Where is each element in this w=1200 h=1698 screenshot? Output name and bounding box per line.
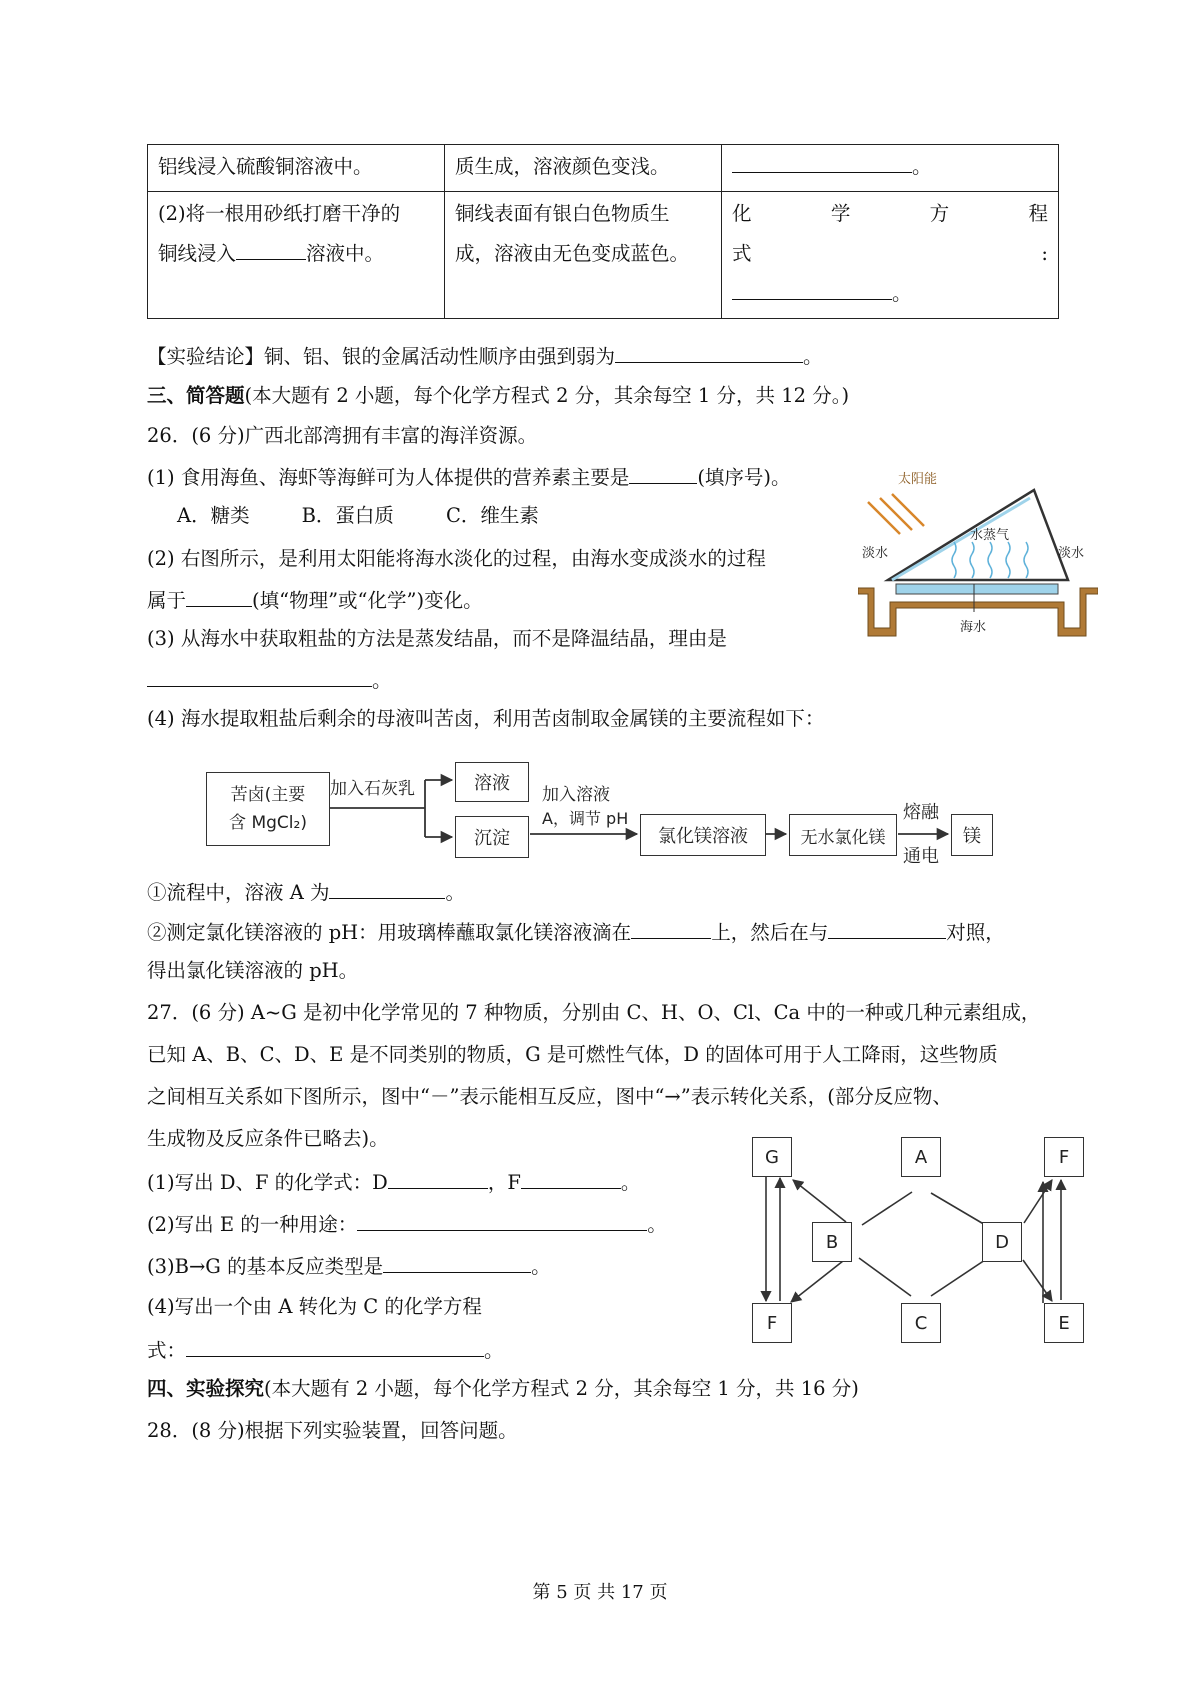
q28-heading: 28．(8 分)根据下列实验装置，回答问题。 bbox=[147, 1419, 518, 1442]
question-text: (2)写出 E 的一种用途： bbox=[147, 1213, 358, 1236]
cell-text: 质生成，溶液颜色变浅。 bbox=[455, 155, 670, 178]
cell-text: 铝线浸入硫酸铜溶液中。 bbox=[158, 155, 373, 178]
precipitate-box: 沉淀 bbox=[455, 816, 529, 858]
table-cell bbox=[445, 145, 722, 192]
conclusion-text: 铜、铝、银的金属活动性顺序由强到弱为 bbox=[264, 345, 616, 368]
question-text: 上，然后在与 bbox=[711, 921, 829, 944]
question-text: 。 bbox=[372, 669, 392, 692]
q27-stem-line-3: 之间相互关系如下图所示，图中“－”表示能相互反应，图中“→”表示转化关系，(部分反应物、 bbox=[147, 1085, 952, 1108]
answer-blank[interactable] bbox=[828, 918, 946, 939]
node-a: A bbox=[901, 1137, 941, 1177]
node-e: E bbox=[1044, 1303, 1084, 1343]
q26-part-1 bbox=[147, 463, 791, 491]
question-text: 。 bbox=[620, 1171, 641, 1194]
sun-label: 太阳能 bbox=[898, 472, 938, 487]
box-text: 苦卤(主要 bbox=[230, 785, 306, 805]
table-row bbox=[148, 192, 1059, 319]
q26-step-2 bbox=[147, 918, 1005, 946]
question-text: 。 bbox=[445, 881, 465, 904]
cell-text-line bbox=[732, 194, 1048, 234]
cell-text-line bbox=[158, 234, 434, 274]
seawater-label: 海水 bbox=[960, 620, 987, 635]
cell-text: (2)将一根用砂纸打磨干净的 bbox=[158, 202, 401, 225]
table-row bbox=[148, 145, 1059, 192]
q27-part-3 bbox=[147, 1252, 551, 1280]
table-cell bbox=[445, 192, 722, 319]
freshwater-left-label: 淡水 bbox=[862, 546, 889, 561]
node-c: C bbox=[901, 1303, 941, 1343]
option-c: C．维生素 bbox=[445, 504, 539, 527]
solution-box: 溶液 bbox=[455, 762, 529, 802]
question-text: (3)B→G 的基本反应类型是 bbox=[147, 1255, 384, 1278]
table-cell bbox=[722, 145, 1059, 192]
q27-part-4-cont bbox=[147, 1336, 504, 1364]
answer-blank[interactable] bbox=[631, 918, 711, 939]
cell-text: 铜线表面有银白色物质生 bbox=[455, 202, 670, 225]
solar-desalination-diagram bbox=[858, 462, 1098, 642]
q26-part-2-cont bbox=[147, 586, 483, 614]
q26-options bbox=[177, 503, 539, 529]
experiment-conclusion bbox=[147, 342, 823, 370]
question-text: (1) 食用海鱼、海虾等海鲜可为人体提供的营养素主要是 bbox=[147, 466, 630, 489]
q27-part-1 bbox=[147, 1168, 640, 1196]
conclusion-label: 【实验结论】 bbox=[147, 345, 265, 368]
question-text: (1)写出 D、F 的化学式：D bbox=[147, 1171, 388, 1194]
question-text: 。 bbox=[647, 1213, 667, 1236]
cell-text: 铜线浸入 bbox=[158, 242, 237, 265]
q26-step-1 bbox=[147, 878, 465, 906]
cell-text: 化 bbox=[732, 202, 752, 225]
node-f-top: F bbox=[1044, 1137, 1084, 1177]
question-text: (填序号)。 bbox=[697, 466, 791, 489]
answer-blank[interactable] bbox=[629, 463, 697, 484]
answer-blank[interactable] bbox=[388, 1168, 488, 1189]
cell-text: : bbox=[1041, 242, 1048, 265]
mgcl2-solution-box: 氯化镁溶液 bbox=[640, 814, 766, 856]
arrow-label-molten: 熔融 bbox=[903, 802, 939, 823]
arrow-label-add: 加入溶液 bbox=[542, 785, 610, 805]
answer-blank[interactable] bbox=[521, 1168, 621, 1189]
option-a: A．糖类 bbox=[177, 504, 250, 527]
magnesium-box: 镁 bbox=[951, 814, 993, 856]
answer-blank[interactable] bbox=[732, 279, 892, 300]
node-g: G bbox=[752, 1137, 792, 1177]
cell-text-line bbox=[732, 234, 1048, 274]
arrow-label-electrolysis: 通电 bbox=[903, 846, 939, 867]
cell-text-line bbox=[732, 274, 1048, 314]
answer-blank[interactable] bbox=[357, 1210, 647, 1231]
experiment-table bbox=[147, 144, 1059, 319]
arrow-label-ph: A，调节 pH bbox=[542, 809, 629, 828]
q27-stem-line-2: 已知 A、B、C、D、E 是不同类别的物质，G 是可燃性气体，D 的固体可用于人工降雨，这些物质 bbox=[147, 1043, 998, 1066]
answer-blank[interactable] bbox=[147, 666, 372, 687]
option-b: B．蛋白质 bbox=[301, 504, 394, 527]
q26-part-2: (2) 右图所示，是利用太阳能将海水淡化的过程，由海水变成淡水的过程 bbox=[147, 547, 766, 570]
q26-step-2-cont: 得出氯化镁溶液的 pH。 bbox=[147, 959, 359, 982]
answer-blank[interactable] bbox=[236, 239, 306, 260]
box-text: 含 MgCl₂) bbox=[229, 813, 307, 833]
question-text: 。 bbox=[484, 1339, 504, 1362]
table-cell bbox=[722, 192, 1059, 319]
q27-stem-line-1: 27．(6 分) A~G 是初中化学常见的 7 种物质，分别由 C、H、O、Cl、Ca 中的一种或几种元素组成， bbox=[147, 1001, 1041, 1024]
table-cell bbox=[148, 192, 445, 319]
answer-blank[interactable] bbox=[186, 586, 252, 607]
node-b: B bbox=[812, 1222, 852, 1262]
q26-part-4: (4) 海水提取粗盐后剩余的母液叫苦卤，利用苦卤制取金属镁的主要流程如下： bbox=[147, 707, 825, 730]
section-desc: (本大题有 2 小题，每个化学方程式 2 分，其余每空 1 分，共 12 分。) bbox=[244, 384, 850, 407]
section-3-heading bbox=[147, 383, 849, 409]
answer-blank[interactable] bbox=[329, 878, 445, 899]
cell-text: 方 bbox=[929, 202, 950, 225]
q27-stem-line-4: 生成物及反应条件已略去)。 bbox=[147, 1127, 389, 1150]
cell-text: 。 bbox=[912, 155, 932, 178]
seawater-pan bbox=[896, 584, 1058, 594]
cell-text: 。 bbox=[892, 282, 912, 305]
q26-part-3-cont bbox=[147, 666, 392, 694]
q27-part-4: (4)写出一个由 A 转化为 C 的化学方程 bbox=[147, 1295, 482, 1318]
node-d: D bbox=[982, 1222, 1022, 1262]
page-footer: 第 5 页 共 17 页 bbox=[532, 1582, 668, 1603]
section-title: 四、实验探究 bbox=[147, 1377, 265, 1400]
table-cell bbox=[148, 145, 445, 192]
cell-text: 程 bbox=[1028, 202, 1048, 225]
answer-blank[interactable] bbox=[732, 152, 912, 173]
answer-blank[interactable] bbox=[383, 1252, 531, 1273]
question-text: 式： bbox=[147, 1339, 187, 1362]
vapor-label: 水蒸气 bbox=[970, 528, 1010, 543]
freshwater-right-label: 淡水 bbox=[1058, 546, 1085, 561]
cell-text: 学 bbox=[830, 202, 851, 225]
arrow-label-lime: 加入石灰乳 bbox=[330, 779, 415, 799]
q27-part-2 bbox=[147, 1210, 667, 1238]
brine-box bbox=[206, 772, 330, 846]
q26-heading: 26．(6 分)广西北部湾拥有丰富的海洋资源。 bbox=[147, 424, 538, 447]
cell-text: 式 bbox=[732, 242, 752, 265]
vapor-waves bbox=[952, 542, 1028, 578]
question-text: 属于 bbox=[147, 589, 187, 612]
section-4-heading bbox=[147, 1376, 859, 1402]
question-text: 。 bbox=[531, 1255, 551, 1278]
question-text: ①流程中，溶液 A 为 bbox=[147, 881, 330, 904]
question-text: 对照， bbox=[946, 921, 1005, 944]
sun-rays bbox=[868, 494, 924, 534]
conclusion-end: 。 bbox=[803, 345, 823, 368]
question-text: (填“物理”或“化学”)变化。 bbox=[252, 589, 483, 612]
answer-blank[interactable] bbox=[615, 342, 803, 363]
cell-text: 溶液中。 bbox=[306, 242, 385, 265]
question-text: ②测定氯化镁溶液的 pH：用玻璃棒蘸取氯化镁溶液滴在 bbox=[147, 921, 632, 944]
section-title: 三、简答题 bbox=[147, 384, 245, 407]
answer-blank[interactable] bbox=[186, 1336, 484, 1357]
anhydrous-mgcl2-box: 无水氯化镁 bbox=[789, 814, 897, 856]
section-desc: (本大题有 2 小题，每个化学方程式 2 分，其余每空 1 分，共 16 分) bbox=[264, 1377, 859, 1400]
node-f-bottom: F bbox=[752, 1303, 792, 1343]
q26-part-3: (3) 从海水中获取粗盐的方法是蒸发结晶，而不是降温结晶，理由是 bbox=[147, 627, 727, 650]
question-text: ，F bbox=[487, 1171, 521, 1194]
cell-text: 成，溶液由无色变成蓝色。 bbox=[455, 242, 690, 265]
